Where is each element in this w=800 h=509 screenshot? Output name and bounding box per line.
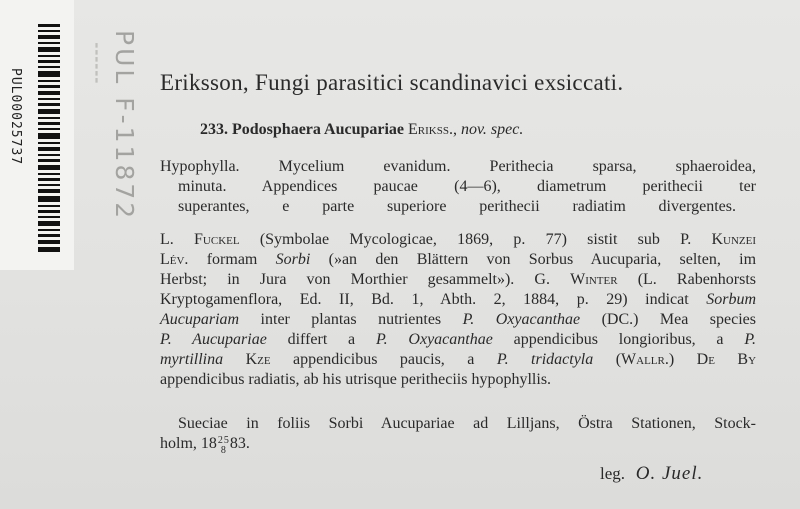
description-line-2: minuta. Appendices paucae (4—6), diametrum perithecii ter: [178, 178, 756, 195]
faint-stamp-mark: ▮▮▮▮▮▮: [93, 42, 100, 84]
barcode-tag: [0, 0, 74, 270]
discussion-line-2: Lév. formam Sorbi (»an den Blättern von Sorbus Aucuparia, selten, im: [160, 251, 757, 268]
species-heading: [160, 120, 756, 140]
locality-block: [160, 414, 756, 454]
collection-date-fraction: 2 5 8: [217, 435, 229, 456]
barcode-number: PUL00025737: [8, 68, 23, 166]
discussion-block: [160, 230, 756, 390]
discussion-line-4: Kryptogamenflora, Ed. II, Bd. 1, Abth. 2, 1884, p. 29) indicat Sorbum: [160, 291, 757, 308]
collector-prefix: leg.: [600, 464, 626, 483]
series-title: Eriksson, Fungi parasitici scandinavici exsiccati.: [160, 70, 624, 95]
locality-line-1: Sueciae in foliis Sorbi Aucupariae ad Lilljans, Östra Stationen, Stock-: [178, 415, 756, 432]
barcode-image: [38, 24, 60, 252]
species-number: 233.: [200, 121, 228, 138]
discussion-line-3: Herbst; in Jura von Morthier gesammelt»). G. Winter (L. Rabenhorsts: [160, 271, 757, 288]
discussion-line-8: appendicibus radiatis, ab his utrisque peritheciis hypophyllis.: [160, 371, 552, 388]
description-line-3: superantes, e parte superiore perithecii radiatim divergentes.: [178, 198, 736, 215]
collector-name: O. Juel.: [635, 463, 704, 484]
discussion-line-5: Aucupariam inter plantas nutrientes P. Oxyacanthae (DC.) Mea species: [160, 311, 756, 328]
discussion-line-1: L. Fuckel (Symbolae Mycologicae, 1869, p. 77) sistit sub P. Kunzei: [160, 231, 756, 248]
species-author: Erikss.,: [408, 121, 457, 138]
description-block: [160, 157, 756, 217]
discussion-line-6: P. Aucupariae differt a P. Oxyacanthae appendicibus longioribus, a P.: [160, 331, 757, 348]
locality-line-2: holm, 18 2 5 8 83.: [160, 435, 250, 456]
collector-line: [600, 463, 703, 485]
handwritten-accession-number: PUL F-11872: [110, 30, 139, 222]
discussion-line-7: myrtillina Kze appendicibus paucis, a P. tridactyla (Wallr.) De By: [160, 351, 757, 368]
species-status: nov. spec.: [460, 121, 524, 138]
species-name: Podosphaera Aucupariae: [232, 121, 405, 138]
description-line-1: Hypophylla. Mycelium evanidum. Perithecia sparsa, sphaeroidea,: [160, 158, 756, 175]
